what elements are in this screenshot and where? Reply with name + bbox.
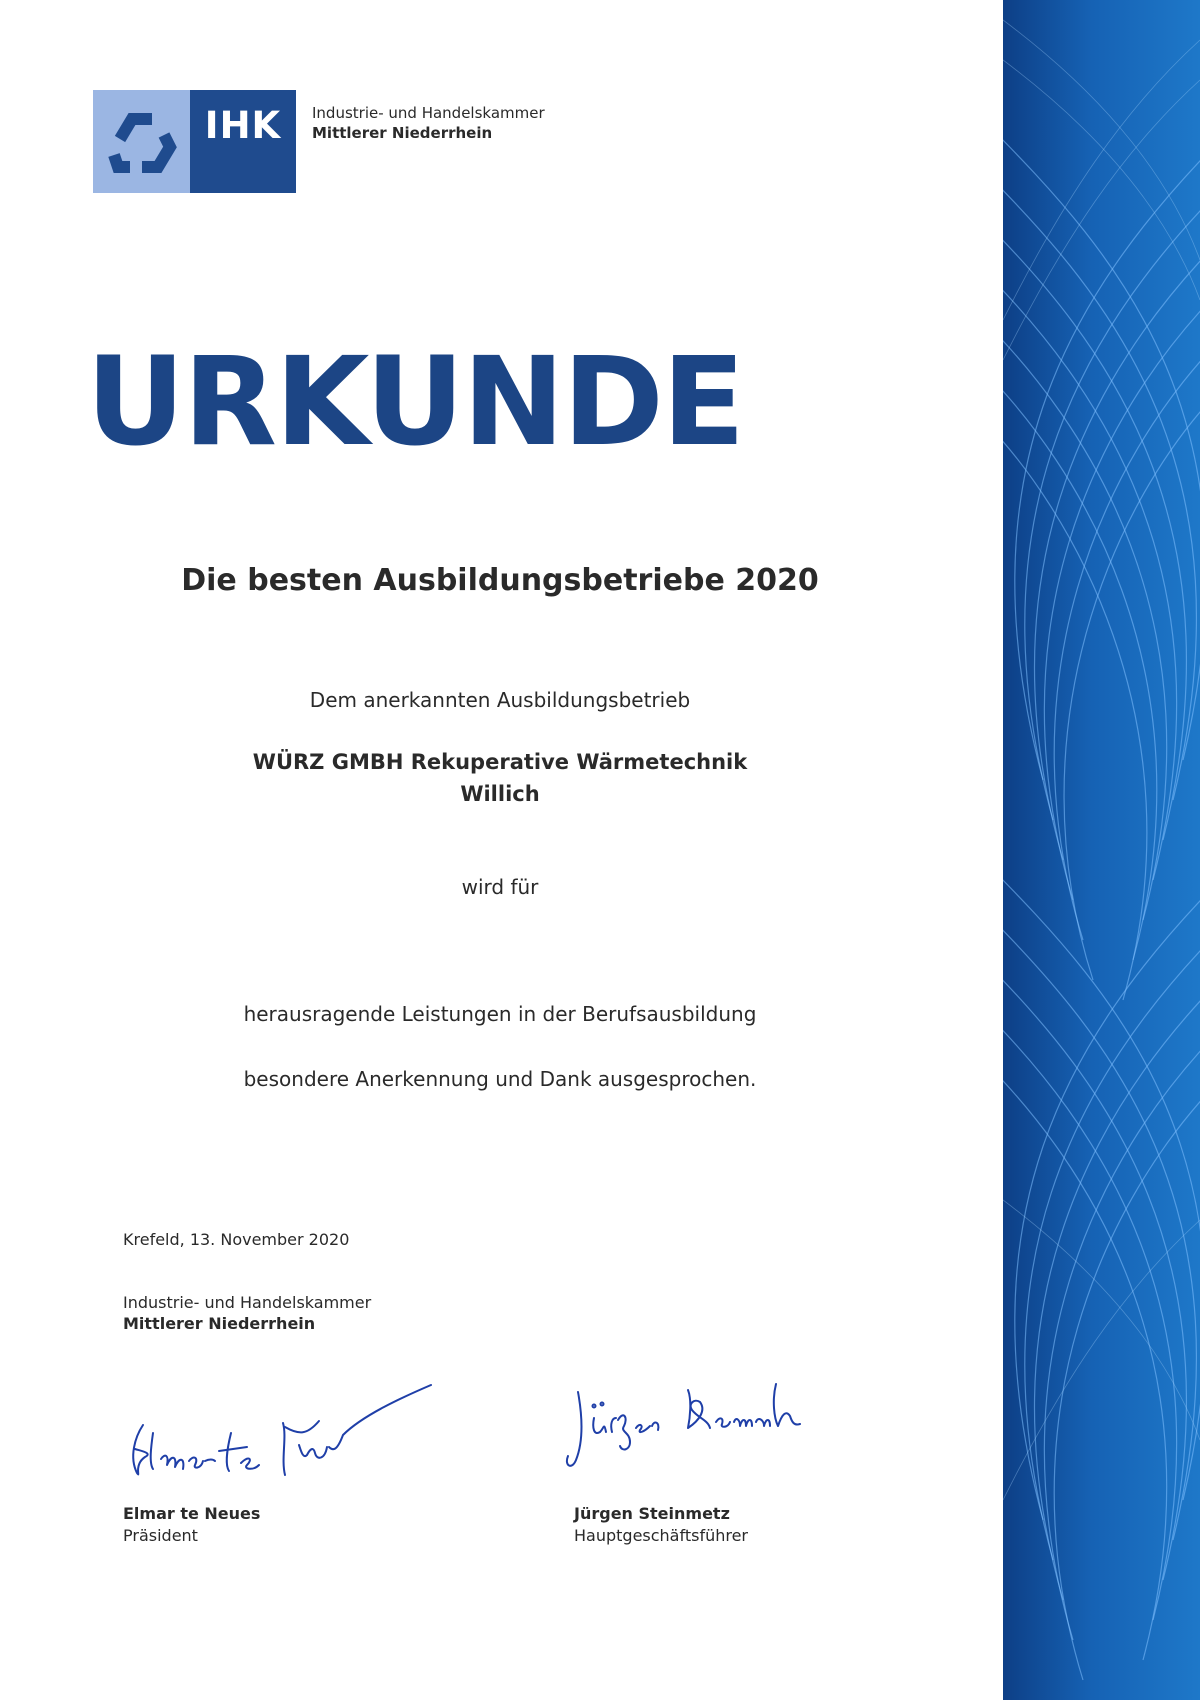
ihk-logo-mark-icon <box>93 90 190 193</box>
company-name: WÜRZ GMBH Rekuperative Wärmetechnik <box>252 750 748 774</box>
signature-right <box>560 1370 860 1480</box>
signer-right-role: Hauptgeschäftsführer <box>574 1526 749 1545</box>
issuer-line2: Mittlerer Niederrhein <box>123 1314 316 1333</box>
decorative-band <box>1003 0 1200 1700</box>
signature-left <box>123 1375 453 1495</box>
signer-left-role: Präsident <box>123 1526 198 1545</box>
place-date: Krefeld, 13. November 2020 <box>123 1230 350 1249</box>
org-name <box>312 103 545 143</box>
org-name-line2: Mittlerer Niederrhein <box>312 124 493 142</box>
certificate-title: URKUNDE <box>86 331 744 473</box>
signer-left <box>123 1503 260 1547</box>
intro-text: Dem anerkannten Ausbildungsbetrieb <box>309 688 691 712</box>
company-block <box>0 746 1000 810</box>
band-curves <box>1003 0 1200 1700</box>
org-name-line1: Industrie- und Handelskammer <box>312 104 545 122</box>
ihk-logo <box>93 90 296 193</box>
company-city: Willich <box>460 782 540 806</box>
thanks-text: besondere Anerkennung und Dank ausgesprochen. <box>243 1067 757 1091</box>
issuer-line1: Industrie- und Handelskammer <box>123 1293 372 1312</box>
signer-left-name: Elmar te Neues <box>123 1504 261 1523</box>
wird-text: wird für <box>461 875 539 899</box>
signer-right <box>574 1503 748 1547</box>
reason-text: herausragende Leistungen in der Berufsausbildung <box>243 1002 757 1026</box>
ihk-logo-abbr: IHK <box>190 90 296 193</box>
issuer <box>123 1292 371 1334</box>
signer-right-name: Jürgen Steinmetz <box>574 1504 730 1523</box>
certificate-subtitle: Die besten Ausbildungsbetriebe 2020 <box>181 563 819 598</box>
